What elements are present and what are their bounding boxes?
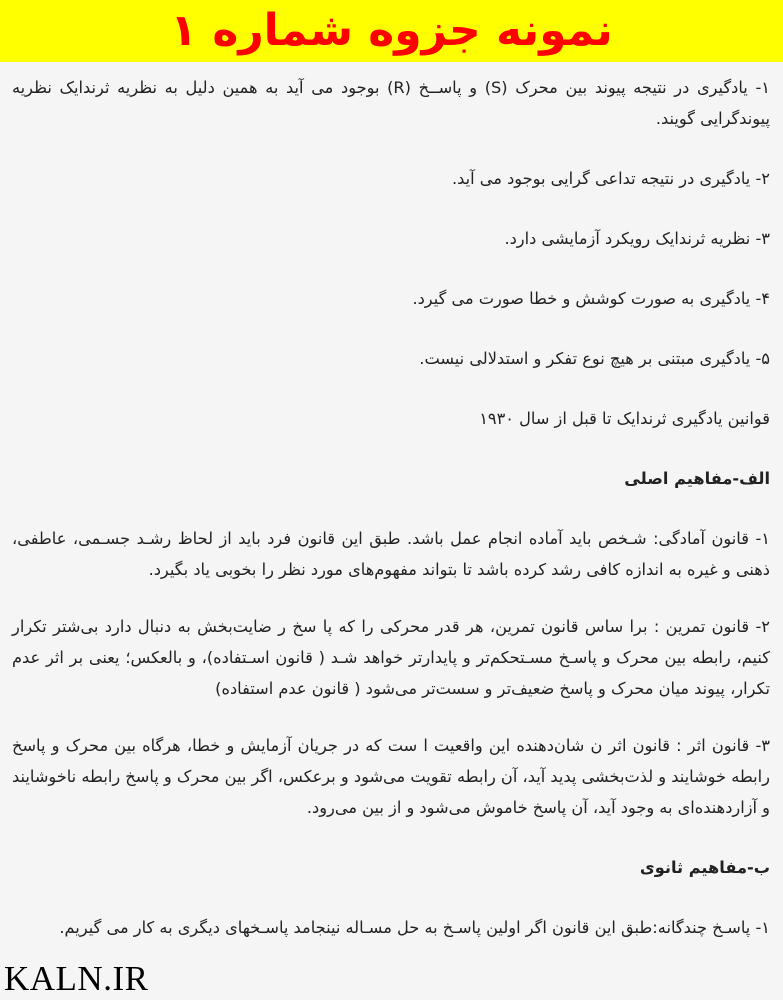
law-readiness: ۱- قانون آمادگی: شـخص باید آماده انجام عمل باشد. طبق این قانون فرد باید از لحاظ رشـد جسـمی، عاطفی، ذهنی و غیره به اندازه کافی رشد کرده باشد تا بتواند مفهوم‌های مورد نظر را بخوبی یاد بگیرد.	[12, 529, 770, 579]
title-banner	[0, 0, 783, 62]
point-5: ۵- یادگیری مبتنی بر هیچ نوع تفکر و استدلالی نیست.	[419, 349, 770, 368]
law-exercise: ۲- قانون تمرین : برا ساس قانون تمرین، هر قدر محرکی را که پا سخ ر ضایت‌بخش به دنبال دارد بی‌شتر تکرار کنیم، رابطه بین محرک و پاسـخ مسـتحکم‌تر و پایدارتر خواهد شـد ( قانون اسـتفاده)، و بالعکس؛ یعنی بر اثر عدم تکرار، پیوند میان محرک و پاسخ ضعیف‌تر و سست‌تر می‌شود ( قانون عدم استفاده)	[12, 617, 770, 698]
document-body	[12, 72, 770, 943]
section-heading-secondary-concepts: ب-مفاهیم ثانوی	[639, 858, 770, 877]
section-heading-main-concepts: الف-مفاهیم اصلی	[624, 469, 770, 488]
point-4: ۴- یادگیری به صورت کوشش و خطا صورت می گیرد.	[412, 289, 770, 308]
point-3: ۳- نظریه ثرندایک رویکرد آزمایشی دارد.	[504, 229, 770, 248]
document-title: نمونه جزوه شماره ۱	[170, 5, 613, 56]
site-watermark: KALN.IR	[4, 959, 149, 998]
point-1: ۱- یادگیری در نتیجه پیوند بین محرک (S) و پاســخ (R) بوجود می آید به همین دلیل به نظریه ثرندایک نظریه پیوندگرایی گویند.	[12, 78, 770, 128]
laws-title: قوانین یادگیری ثرندایک تا قبل از سال ۱۹۳۰	[479, 409, 770, 428]
law-effect: ۳- قانون اثر : قانون اثر ن شان‌دهنده این واقعیت ا ست که در جریان آزمایش و خطا، هرگاه بین محرک و پاسخ رابطه خوشایند و لذت‌بخشی پدید آید، آن رابطه تقویت می‌شود و برعکس، اگر بین محرک و پاسخ رابطه ناخوشایند و آزاردهنده‌ای به وجود آید، آن پاسخ خاموش می‌شود و از بین می‌رود.	[12, 736, 770, 817]
multiple-response: ۱- پاسـخ چندگانه:طبق این قانون اگر اولین پاسـخ به حل مسـاله نینجامد پاسـخهای دیگری به کار می گیریم.	[59, 918, 770, 937]
point-2: ۲- یادگیری در نتیجه تداعی گرایی بوجود می آید.	[451, 169, 770, 188]
